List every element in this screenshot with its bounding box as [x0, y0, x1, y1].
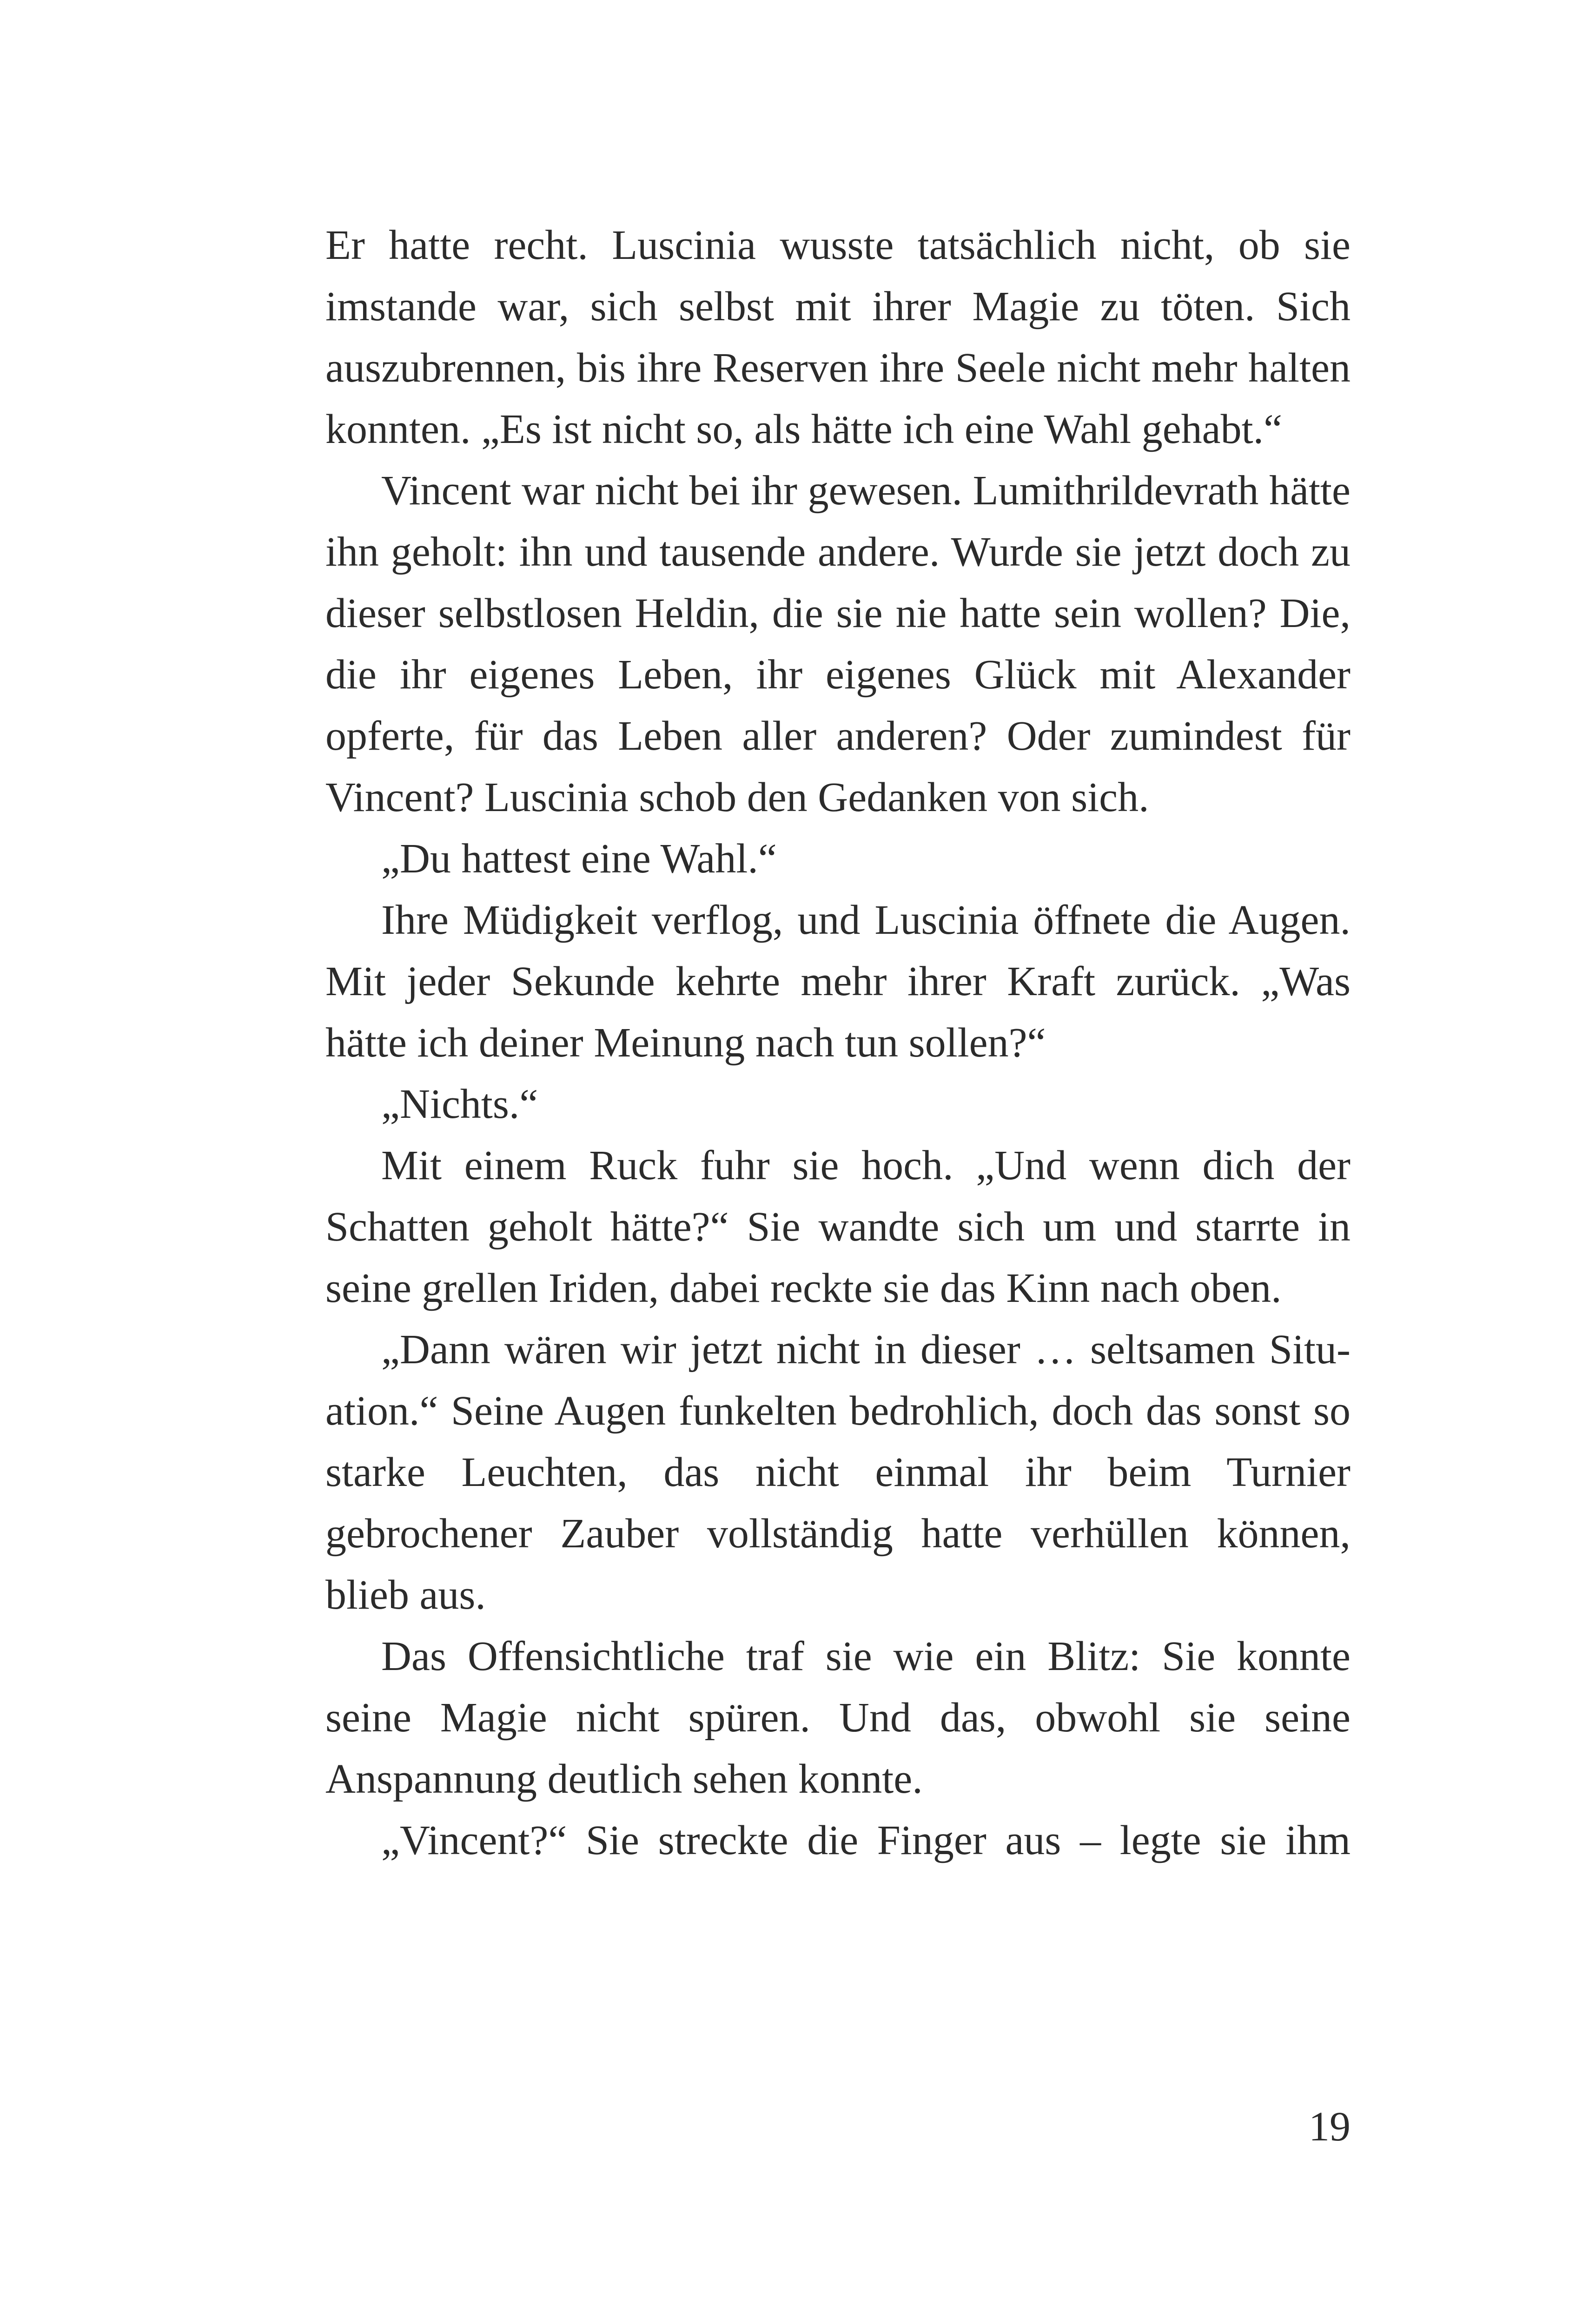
body-text: [325, 215, 1351, 1871]
paragraph-2: Vincent war nicht bei ihr gewesen. Lumithrildevrath hätte ihn geholt: ihn und tausende andere. Wurde sie jetzt doch zu dieser selbstlosen Heldin, die sie nie hatte sein wollen? Die, die ihr eigenes Leben, ihr eigenes Glück mit Alexander opferte, für das Leben aller anderen? Oder zumindest für Vincent? Luscinia schob den Gedanken von sich.: [325, 468, 1351, 820]
paragraph-1: Er hatte recht. Luscinia wusste tatsächlich nicht, ob sie imstande war, sich selbst mit ihrer Magie zu töten. Sich auszubrennen, bis ihre Reserven ihre Seele nicht mehr halten konnten. „Es ist nicht so, als hätte ich eine Wahl gehabt.“: [325, 222, 1351, 452]
paragraph-5: „Nichts.“: [381, 1081, 538, 1127]
paragraph-4: Ihre Müdigkeit verflog, und Luscinia öffnete die Augen. Mit jeder Sekunde kehrte mehr ihrer Kraft zurück. „Was hätte ich deiner Meinung nach tun sollen?“: [325, 897, 1351, 1066]
paragraph-7: „Dann wären wir jetzt nicht in dieser … seltsamen Situation.“ Seine Augen funkelten bedrohlich, doch das sonst so starke Leuchten, das nicht einmal ihr beim Turnier gebrochener Zauber vollständig hatte verhüllen können, blieb aus.: [325, 1327, 1351, 1618]
paragraph-6: Mit einem Ruck fuhr sie hoch. „Und wenn dich der Schatten geholt hätte?“ Sie wandte sich um und starrte in seine grellen Iriden, dabei reckte sie das Kinn nach oben.: [325, 1142, 1351, 1311]
paragraph-3: „Du hattest eine Wahl.“: [381, 836, 777, 882]
page-number: 19: [1309, 2104, 1351, 2150]
paragraph-8: Das Offensichtliche traf sie wie ein Blitz: Sie konnte seine Magie nicht spüren. Und das, obwohl sie seine Anspannung deutlich sehen konnte.: [325, 1633, 1351, 1802]
paragraph-9: „Vincent?“ Sie streckte die Finger aus – legte sie ihm: [381, 1817, 1351, 1863]
